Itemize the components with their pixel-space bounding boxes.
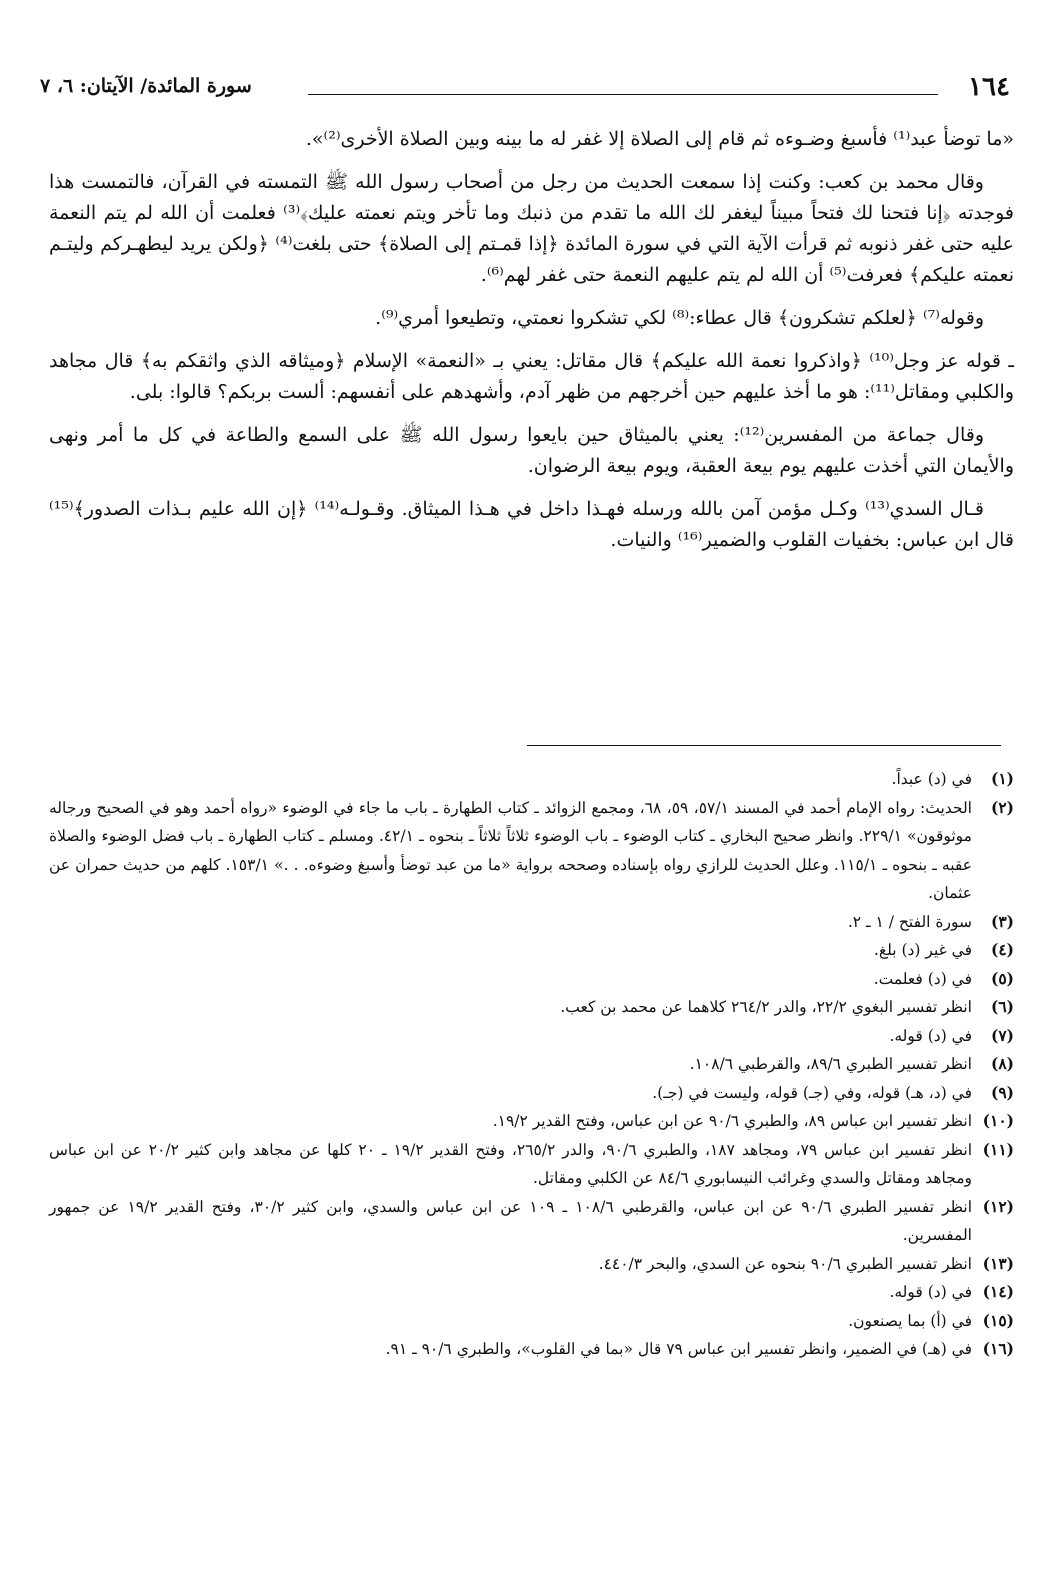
footnote-number: (١١) bbox=[982, 1139, 1014, 1159]
footnote-text: انظر تفسير الطبري ٨٩/٦، والقرطبي ١٠٨/٦. bbox=[689, 1055, 972, 1073]
footnote bbox=[49, 1022, 1014, 1051]
footnote-number: (١٣) bbox=[982, 1253, 1014, 1273]
footnote-number: (١٢) bbox=[982, 1196, 1014, 1216]
paragraph-suddi: قـال السدي⁽¹³⁾ وكـل مؤمن آمن بالله ورسله فهـذا داخل في هـذا الميثاق. وقـولـه⁽¹⁴⁾ ﴿إن الله عليم بـذات الصدور﴾⁽¹⁵⁾ قال ابن عباس: بخفيات القلوب والضمير⁽¹⁶⁾ والنيات. bbox=[49, 498, 1014, 551]
footnote bbox=[49, 1278, 1014, 1307]
footnote-text: سورة الفتح / ١ ـ ٢. bbox=[847, 912, 972, 931]
footnote bbox=[49, 965, 1014, 994]
footnote-text: في (د) فعلمت. bbox=[873, 969, 972, 988]
footnote bbox=[49, 1250, 1014, 1279]
footnote-number: (١٦) bbox=[982, 1339, 1014, 1358]
footnote bbox=[49, 1136, 1014, 1193]
paragraph-mufassirin: وقال جماعة من المفسرين⁽¹²⁾: يعني بالميثاق حين بايعوا رسول الله ﷺ على السمع والطاعة في كل ما أمر ونهى والأيمان التي أخذت عليهم يوم بيعة العقبة، ويوم بيعة الرضوان. bbox=[49, 424, 1014, 477]
footnote-text: في (د) قوله. bbox=[889, 1283, 972, 1301]
footnote-separator bbox=[527, 745, 1001, 746]
footnote bbox=[49, 1107, 1014, 1136]
footnotes bbox=[49, 765, 1014, 1364]
footnote-number: (١) bbox=[990, 769, 1014, 788]
paragraph-muhammad-bin-kaab: وقال محمد بن كعب: وكنت إذا سمعت الحديث من رجل من أصحاب رسول الله ﷺ التمسته في القرآن، فالتمست هذا فوجدته ﴿إنا فتحنا لك فتحاً مبيناً ليغفر لك الله ما تقدم من ذنبك وما تأخر ويتم نعمته عليك﴾⁽³⁾ فعلمت أن الله لم يتم النعمة عليه حتى غفر ذنوبه ثم قرأت الآية التي في سورة المائدة ﴿إذا قمـتم إلى الصلاة﴾ حتى بلغت⁽⁴⁾ ﴿ولكن يريد ليطهـركم وليتـم نعمته عليكم﴾ فعرفت⁽⁵⁾ أن الله لم يتم عليهم النعمة حتى غفر لهم⁽⁶⁾. bbox=[49, 171, 1014, 286]
main-text bbox=[49, 124, 1014, 568]
footnote bbox=[49, 1193, 1014, 1250]
footnote-number: (٨) bbox=[990, 1054, 1014, 1073]
page-number: ١٦٤ bbox=[968, 72, 1010, 102]
footnote-number: (٣) bbox=[990, 911, 1014, 931]
footnote-number: (٤) bbox=[990, 940, 1014, 959]
footnote bbox=[49, 1307, 1014, 1336]
footnote-number: (٩) bbox=[990, 1082, 1014, 1102]
footnote-text: انظر تفسير الطبري ٩٠/٦ عن ابن عباس، والقرطبي ١٠٨/٦ ـ ١٠٩ عن ابن عباس والسدي، وابن كثير ٣٠/٢، وفتح القدير ١٩/٢ عن جمهور المفسرين. bbox=[49, 1197, 973, 1244]
footnote-text: في (د) عبداً. bbox=[891, 770, 972, 788]
footnote-number: (١٠) bbox=[982, 1111, 1014, 1130]
page-header bbox=[40, 72, 1010, 106]
footnote bbox=[49, 794, 1014, 908]
footnote-number: (١٥) bbox=[982, 1310, 1014, 1330]
footnote-number: (٧) bbox=[990, 1025, 1014, 1045]
footnote bbox=[49, 908, 1014, 937]
footnote-text: في (أ) بما يصنعون. bbox=[848, 1311, 972, 1330]
footnote-number: (٥) bbox=[990, 968, 1014, 988]
footnote-number: (٢) bbox=[990, 797, 1014, 817]
footnote-text: في (د، هـ) قوله، وفي (جـ) قوله، وليست في (جـ). bbox=[652, 1083, 972, 1102]
footnote bbox=[49, 1050, 1014, 1079]
footnote-text: انظر تفسير ابن عباس ٨٩، والطبري ٩٠/٦ عن ابن عباس، وفتح القدير ١٩/٢. bbox=[492, 1112, 972, 1130]
footnote-number: (٦) bbox=[990, 997, 1014, 1016]
paragraph-mithaq: ـ قوله عز وجل⁽¹⁰⁾ ﴿واذكروا نعمة الله عليكم﴾ قال مقاتل: يعني بـ «النعمة» الإسلام ﴿وميثاقه الذي واثقكم به﴾ قال مجاهد والكلبي ومقاتل⁽¹¹⁾: هو ما أخذ عليهم حين أخرجهم من ظهر آدم، وأشهدهم على أنفسهم: ألست بربكم؟ قالوا: بلى. bbox=[49, 350, 1014, 403]
paragraph-hadith: «ما توضأ عبد⁽¹⁾ فأسبغ وضـوءه ثم قام إلى الصلاة إلا غفر له ما بينه وبين الصلاة الأخرى⁽²⁾». bbox=[305, 128, 1014, 150]
header-rule bbox=[308, 94, 938, 95]
paragraph-tashkurun: وقوله⁽⁷⁾ ﴿لعلكم تشكرون﴾ قال عطاء:⁽⁸⁾ لكي تشكروا نعمتي، وتطيعوا أمري⁽⁹⁾. bbox=[375, 307, 984, 329]
running-title: سورة المائدة/ الآيتان: ٦، ٧ bbox=[40, 75, 252, 97]
footnote bbox=[49, 936, 1014, 965]
footnote-number: (١٤) bbox=[982, 1282, 1014, 1301]
footnote-text: انظر تفسير البغوي ٢٢/٢، والدر ٢٦٤/٢ كلاهما عن محمد بن كعب. bbox=[560, 998, 972, 1016]
footnote bbox=[49, 765, 1014, 794]
footnote-text: في (د) قوله. bbox=[889, 1026, 972, 1045]
footnote bbox=[49, 993, 1014, 1022]
footnote bbox=[49, 1335, 1014, 1364]
footnote-text: انظر تفسير ابن عباس ٧٩، ومجاهد ١٨٧، والطبري ٩٠/٦، والدر ٢٦٥/٢، وفتح القدير ١٩/٢ ـ ٢٠ كلها عن مجاهد وابن كثير ٢٠/٢ عن ابن عباس ومجاهد ومقاتل والسدي وغرائب النيسابوري ٨٤/٦ عن الكلبي ومقاتل. bbox=[49, 1140, 972, 1187]
footnote-text: الحديث: رواه الإمام أحمد في المسند ٥٧/١، ٥٩، ٦٨، ومجمع الزوائد ـ كتاب الطهارة ـ باب ما جاء في الوضوء «رواه أحمد وهو في الصحيح ورجاله موثوقون» ٢٢٩/١. وانظر صحيح البخاري ـ كتاب الوضوء ـ باب الوضوء ثلاثاً ثلاثاً ـ بنحوه ـ ٤٢/١. ومسلم ـ كتاب الطهارة ـ باب فضل الوضوء والصلاة عقبه ـ بنحوه ـ ١١٥/١. وعلل الحديث للرازي رواه بإسناده وصححه برواية «ما من عبد توضأ وأسبغ وضوءه. . .» ١٥٣/١. كلهم من حديث حمران عن عثمان. bbox=[49, 798, 972, 902]
footnote-text: في غير (د) بلغ. bbox=[873, 941, 972, 959]
footnote-text: انظر تفسير الطبري ٩٠/٦ بنحوه عن السدي، والبحر ٤٤٠/٣. bbox=[598, 1254, 972, 1273]
footnote bbox=[49, 1079, 1014, 1108]
footnote-text: في (هـ) في الضمير، وانظر تفسير ابن عباس ٧٩ قال «بما في القلوب»، والطبري ٩٠/٦ ـ ٩١. bbox=[385, 1340, 972, 1358]
